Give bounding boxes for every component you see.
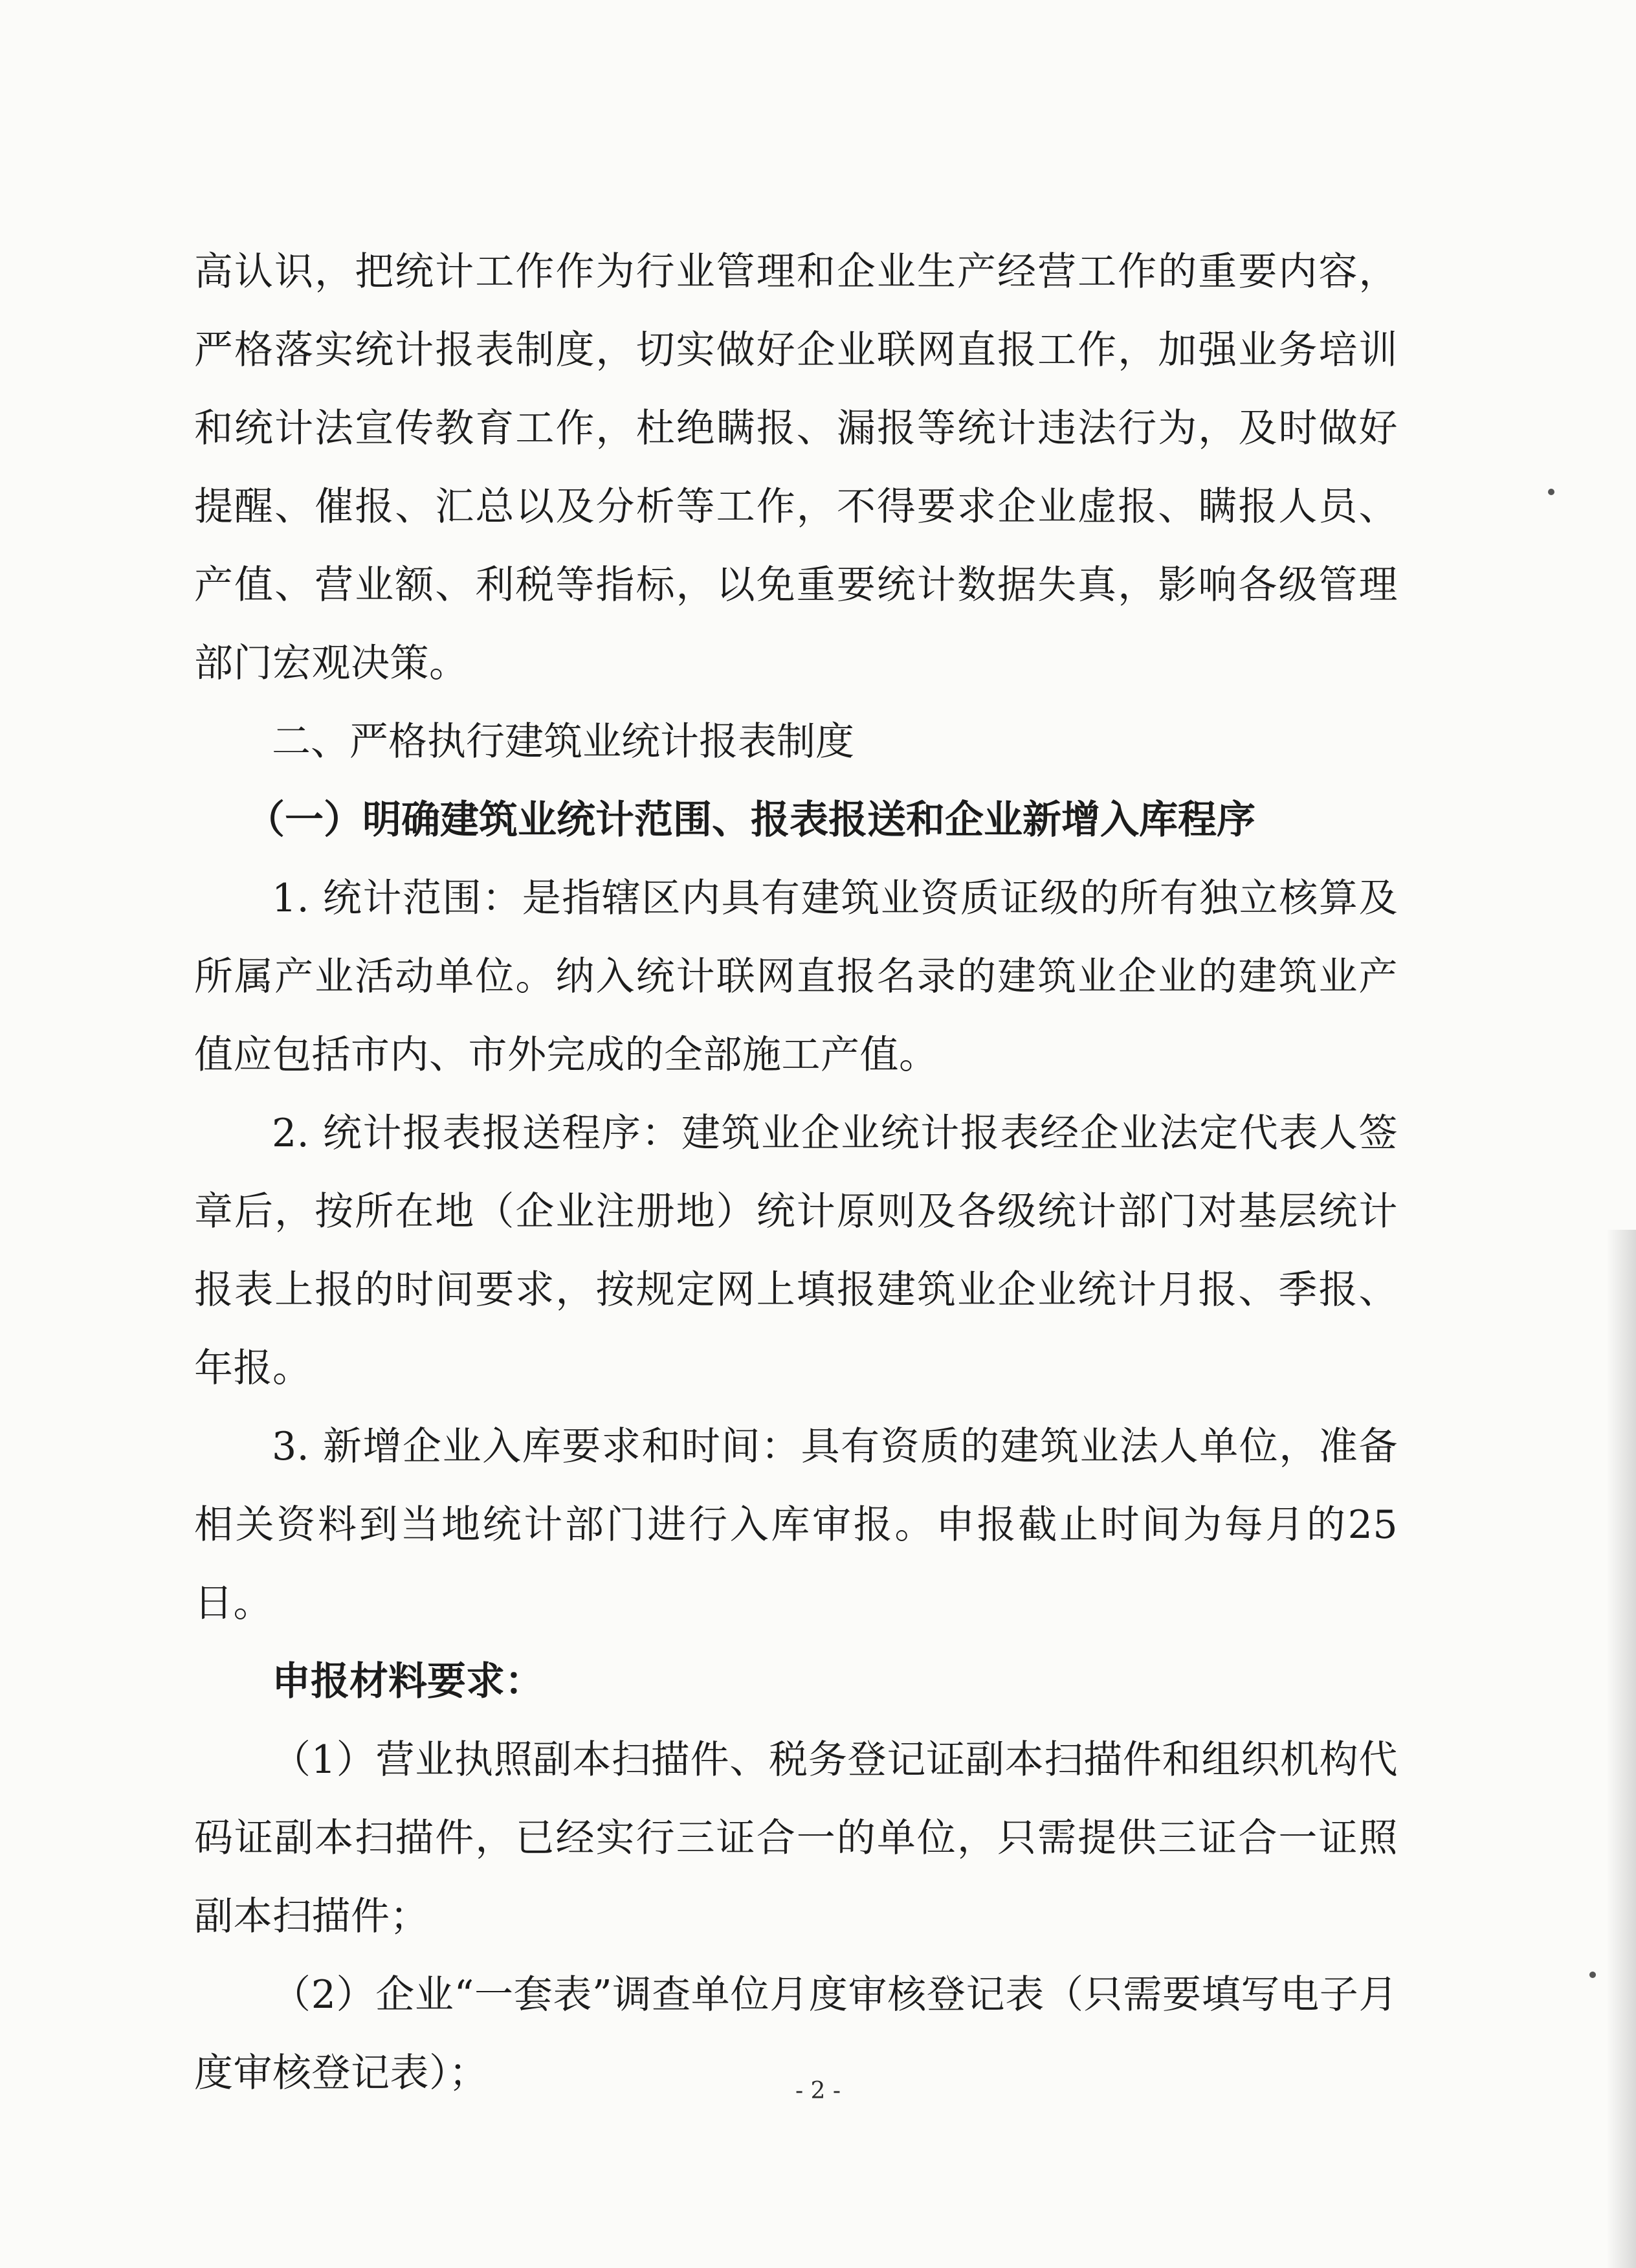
- paragraph-intro: 高认识，把统计工作作为行业管理和企业生产经营工作的重要内容，严格落实统计报表制度，切实做好企业联网直报工作，加强业务培训和统计法宣传教育工作，杜绝瞒报、漏报等统计违法行为，及时做好提醒、催报、汇总以及分析等工作，不得要求企业虚报、瞒报人员、产值、营业额、利税等指标，以免重要统计数据失真，影响各级管理部门宏观决策。: [194, 249, 1398, 686]
- materials-heading: 申报材料要求：: [272, 1659, 544, 1704]
- scan-speck: [1589, 1972, 1596, 1978]
- paragraph-material-1: （1）营业执照副本扫描件、税务登记证副本扫描件和组织机构代码证副本扫描件，已经实行三证合一的单位，只需提供三证合一证照副本扫描件；: [194, 1737, 1398, 1939]
- paragraph-report-procedure: 2. 统计报表报送程序：建筑业企业统计报表经企业法定代表人签章后，按所在地（企业注册地）统计原则及各级统计部门对基层统计报表上报的时间要求，按规定网上填报建筑业企业统计月报、季报、年报。: [194, 1111, 1398, 1391]
- scan-shadow: [1606, 1230, 1636, 2268]
- paragraph-statistics-scope: 1. 统计范围：是指辖区内具有建筑业资质证级的所有独立核算及所属产业活动单位。纳入统计联网直报名录的建筑业企业的建筑业产值应包括市内、市外完成的全部施工产值。: [194, 876, 1398, 1078]
- scan-speck: [1548, 489, 1554, 495]
- document-body: [194, 233, 1398, 2113]
- page-number: - 2 -: [795, 2078, 841, 2104]
- section-heading-2: 二、严格执行建筑业统计报表制度: [272, 719, 854, 764]
- paragraph-material-2: （2）企业“一套表”调查单位月度审核登记表（只需要填写电子月度审核登记表）；: [194, 1972, 1398, 2096]
- subsection-heading-1: （一）明确建筑业统计范围、报表报送和企业新增入库程序: [246, 797, 1255, 843]
- paragraph-new-enterprise: 3. 新增企业入库要求和时间：具有资质的建筑业法人单位，准备相关资料到当地统计部门进行入库审报。申报截止时间为每月的25日。: [194, 1424, 1398, 1626]
